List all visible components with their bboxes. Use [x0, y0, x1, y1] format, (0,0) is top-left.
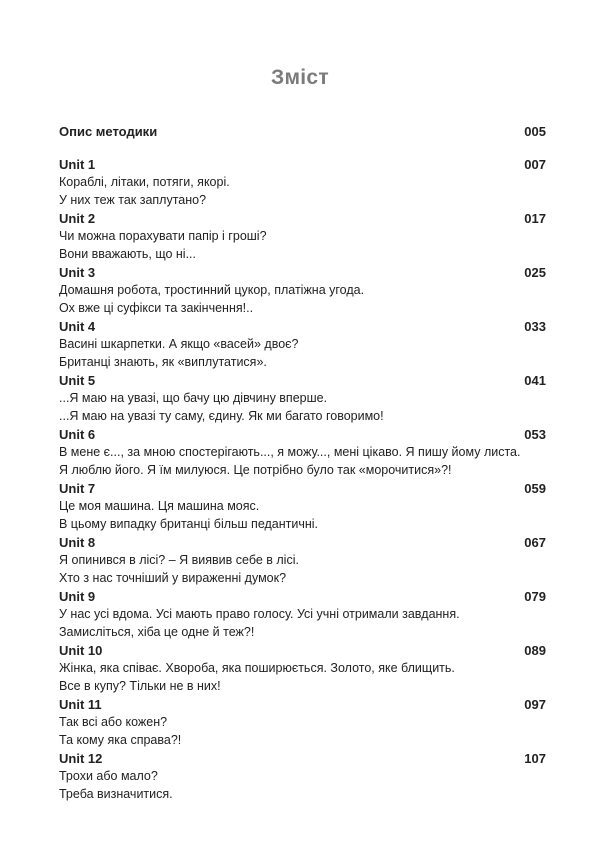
entry-page-number: 079: [524, 589, 546, 604]
entry-description-line: В мене є..., за мною спостерігають..., я можу..., мені цікаво. Я пишу йому листа.: [59, 445, 521, 459]
entry-page-number: 041: [524, 373, 546, 388]
entry-title: Unit 11: [59, 697, 102, 712]
entry-description-line: Та кому яка справа?!: [59, 733, 182, 747]
entry-header: [59, 318, 546, 335]
toc-entry-unit-7[interactable]: [59, 480, 546, 533]
entry-description-line: Ох вже ці суфікси та закінчення!..: [59, 301, 254, 315]
entry-description-line: Чи можна порахувати папір і гроші?: [59, 229, 267, 243]
toc-entry-unit-5[interactable]: [59, 372, 546, 425]
entry-page-number: 097: [524, 697, 546, 712]
entry-title: Unit 4: [59, 319, 96, 334]
toc-entry-unit-8[interactable]: [59, 534, 546, 587]
entry-description-line: Так всі або кожен?: [59, 715, 168, 729]
entry-page-number: 007: [524, 157, 546, 172]
entry-page-number: 033: [524, 319, 546, 334]
entry-header: [59, 480, 546, 497]
entry-header: [59, 156, 546, 173]
entry-page-number: 107: [524, 751, 546, 766]
entry-description-line: Треба визначитися.: [59, 787, 173, 801]
entry-header: [59, 588, 546, 605]
toc-entry-unit-12[interactable]: [59, 750, 546, 803]
entry-title: Unit 2: [59, 211, 96, 226]
page-title: Зміст: [271, 66, 329, 89]
entry-description-line: В цьому випадку британці більш педантичні.: [59, 517, 319, 531]
entry-title: Unit 5: [59, 373, 96, 388]
entry-title: Unit 7: [59, 481, 96, 496]
entry-header: [59, 696, 546, 713]
entry-description-line: Кораблі, літаки, потяги, якорі.: [59, 175, 230, 189]
entry-title: Unit 10: [59, 643, 103, 658]
entry-title: Unit 9: [59, 589, 96, 604]
entry-description-line: Васині шкарпетки. А якщо «васей» двоє?: [59, 337, 299, 351]
toc-entry-unit-4[interactable]: [59, 318, 546, 371]
toc-entry-unit-1[interactable]: [59, 156, 546, 209]
entry-description-line: Жінка, яка співає. Хвороба, яка поширюється. Золото, яке блищить.: [59, 661, 455, 675]
toc-entry-unit-6[interactable]: [59, 426, 546, 479]
entry-description-line: Я опинився в лісі? – Я виявив себе в лісі.: [59, 553, 299, 567]
entry-description-line: Британці знають, як «виплутатися».: [59, 355, 267, 369]
entry-description-line: Хто з нас точніший у вираженні думок?: [59, 571, 287, 585]
entry-header: [59, 750, 546, 767]
entry-description-line: ...Я маю на увазі ту саму, єдину. Як ми багато говоримо!: [59, 409, 384, 423]
toc-entry-unit-2[interactable]: [59, 210, 546, 263]
entry-description-line: У них теж так заплутано?: [59, 193, 207, 207]
entry-description-line: ...Я маю на увазі, що бачу цю дівчину вперше.: [59, 391, 328, 405]
toc-entry-unit-10[interactable]: [59, 642, 546, 695]
entry-header: [59, 534, 546, 551]
entry-page-number: 059: [524, 481, 546, 496]
entry-header: [59, 426, 546, 443]
entry-page-number: 025: [524, 265, 546, 280]
entry-description-line: У нас усі вдома. Усі мають право голосу. Усі учні отримали завдання.: [59, 607, 460, 621]
entry-title: Unit 6: [59, 427, 96, 442]
toc-entry-unit-3[interactable]: [59, 264, 546, 317]
entry-description-line: Я люблю його. Я їм милуюся. Це потрібно було так «морочитися»?!: [59, 463, 452, 477]
entry-page-number: 067: [524, 535, 546, 550]
toc-entry-method[interactable]: [59, 123, 546, 140]
entry-title: Unit 8: [59, 535, 96, 550]
entry-header: [59, 210, 546, 227]
entry-header: [59, 372, 546, 389]
entry-page-number: 089: [524, 643, 546, 658]
entry-header: [59, 264, 546, 281]
entry-title: Unit 1: [59, 157, 96, 172]
entry-description-line: Замисліться, хіба це одне й теж?!: [59, 625, 255, 639]
toc-entry-unit-11[interactable]: [59, 696, 546, 749]
entry-page-number: 053: [524, 427, 546, 442]
entry-page-number: 017: [524, 211, 546, 226]
toc-entry-unit-9[interactable]: [59, 588, 546, 641]
entry-header: [59, 642, 546, 659]
entry-description-line: Трохи або мало?: [59, 769, 158, 783]
entry-title: Опис методики: [59, 124, 158, 139]
entry-description-line: Вони вважають, що ні...: [59, 247, 197, 261]
entry-title: Unit 3: [59, 265, 96, 280]
entry-description-line: Домашня робота, тростинний цукор, платіжна угода.: [59, 283, 365, 297]
entry-title: Unit 12: [59, 751, 103, 766]
entry-description-line: Це моя машина. Ця машина мояс.: [59, 499, 260, 513]
entry-page-number: 005: [524, 124, 546, 139]
entry-description-line: Все в купу? Тільки не в них!: [59, 679, 221, 693]
entry-header: [59, 123, 546, 140]
